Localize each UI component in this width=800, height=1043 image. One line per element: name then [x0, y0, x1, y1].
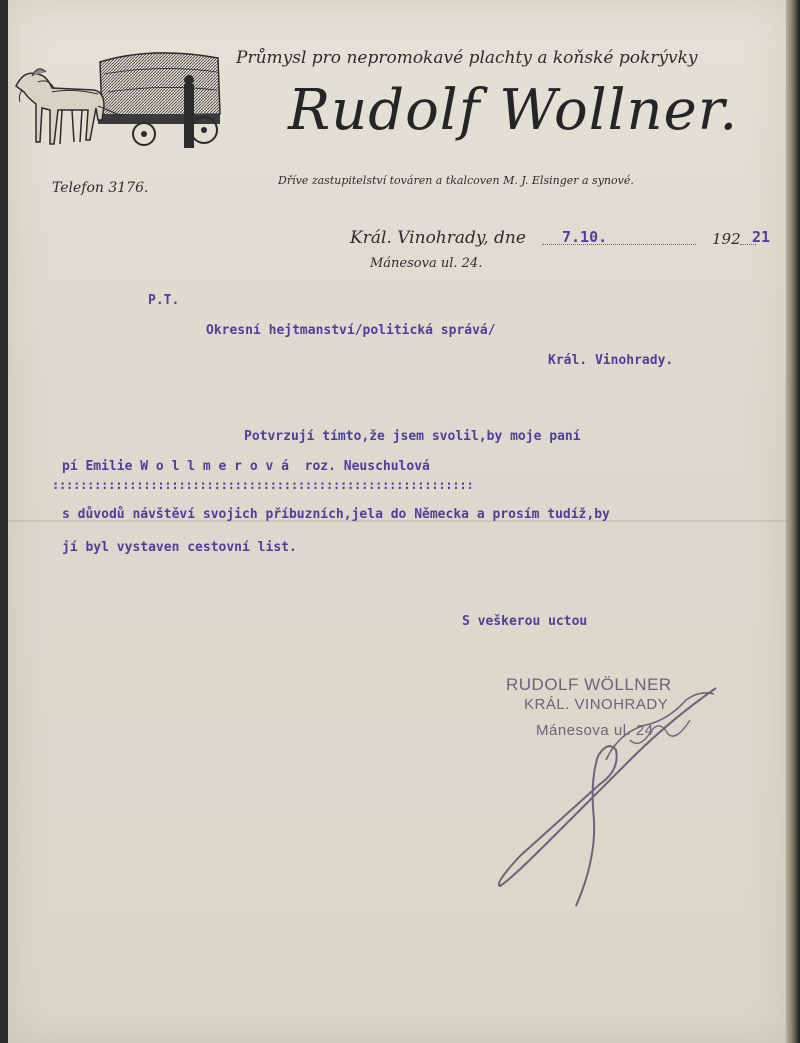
company-name: Rudolf Wollner.: [288, 78, 739, 143]
handwritten-signature: [490, 680, 730, 910]
recipient-office: Okresní hejtmanství/politická správá/: [206, 323, 496, 338]
telephone-number: Telefon 3176.: [52, 180, 149, 196]
formerly-note: Dříve zastupitelství továren a tkalcoven M. J. Elsinger a synové.: [278, 174, 634, 187]
body-line-1: Potvrzují tímto,že jsem svolil,by moje paní: [244, 429, 581, 444]
year-prefix: 192: [712, 230, 741, 248]
street-address: Mánesova ul. 24.: [370, 256, 483, 271]
body-line-2: pí Emilie W o l l m e r o v á roz. Neuschulová: [62, 459, 430, 474]
scan-right-edge: [786, 0, 800, 1043]
closing-salutation: S veškerou uctou: [462, 614, 588, 629]
letterhead-tagline: Průmysl pro nepromokavé plachty a koňské pokrývky: [236, 48, 698, 68]
stamp-line-1: RUDOLF WÖLLNER: [506, 675, 672, 694]
year-suffix: 21: [752, 228, 771, 246]
horse-wagon-illustration: [12, 44, 224, 164]
recipient-city: Král. Vinohrady.: [548, 353, 674, 368]
body-line-4: s důvodů návštěví svojich příbuzních,jela do Německa a prosím tudíž,by: [62, 507, 610, 522]
body-line-3: ::::::::::::::::::::::::::::::::::::::::::::::::::::::::::::: [52, 478, 474, 492]
stamp-line-2: KRÁL. VINOHRADY: [524, 696, 669, 713]
stamp-line-3: Mánesova ul. 24: [536, 722, 654, 739]
scan-left-edge: [0, 0, 8, 1043]
date-value: 7.10.: [562, 228, 608, 246]
body-line-5: jí byl vystaven cestovní list.: [62, 540, 297, 555]
salutation: P.T.: [148, 293, 180, 308]
place-label: Král. Vinohrady, dne: [350, 228, 526, 248]
